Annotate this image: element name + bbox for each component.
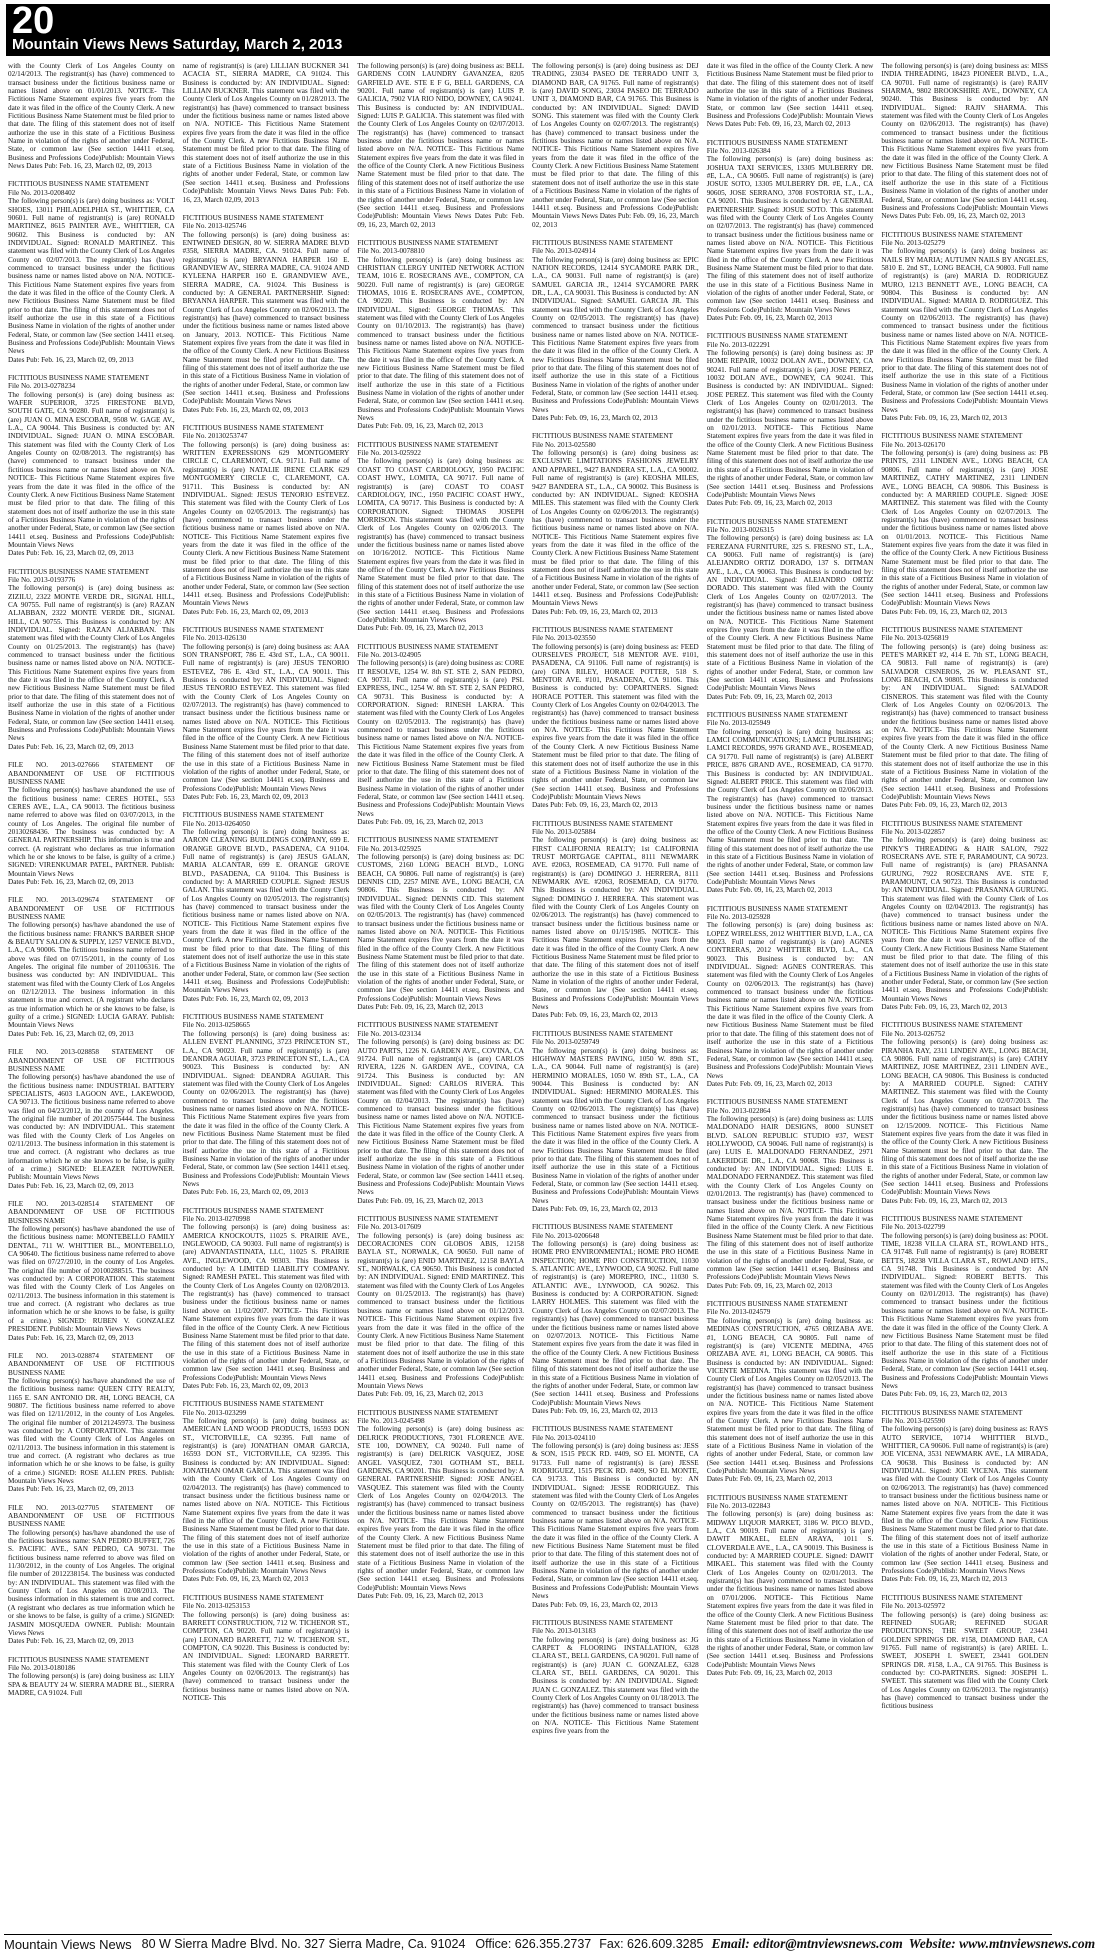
legal-notice	[707, 905, 874, 1089]
notice-column	[183, 62, 350, 1932]
notice-title: FICTITIOUS BUSINESS NAME STATEMENT	[881, 230, 1023, 239]
notice-title: FICTITIOUS BUSINESS NAME STATEMENT	[532, 432, 673, 441]
notice-publication-dates: Dates Pub: Feb. 09, 16, 23, March 02, 2013	[706, 1079, 833, 1088]
notice-file-number: File No. 2013-0253153	[182, 1602, 250, 1611]
notice-body: The following person(s) is (are) doing business as: DC CUSTOMS, 2160 LONG BEACH BLVD., LONG BEACH, CA 90806. Full name of registrant(s) is (are) DENNIS CID, 2257 MINE AVE., LONG BEACH, CA 90806. This Business is conducted by: AN INDIVIDUAL. Signed: DENNIS CID. This statement was filed with the County Clerk of Los Angeles County on 02/05/2013. The registrant(s) has (have) commenced to transact business under the fictitious business name or names listed above on N/A. NOTICE- This Fictitious Name Statement expires five years from the date it was filed in the office of the County Clerk. A new Fictitious Business Name Statement must be filed prior to that date. The filing of this statement does not of itself authorize the use in this state of a Fictitious Business Name in violation of the rights of another under Federal, State, or common law (See section 14411 et.seq. Business and Professions Code)Publish: Mountain Views News	[357, 852, 525, 1003]
notice-title: FICTITIOUS BUSINESS NAME STATEMENT	[8, 374, 149, 383]
notice-title: FICTITIOUS BUSINESS NAME STATEMENT	[8, 180, 149, 189]
notice-file-number: File No. 2013-0258665	[182, 1021, 250, 1030]
legal-notice	[8, 1656, 175, 1698]
notice-body: The following person(s) is (are) doing business as: VOLT SHOES, 13011 PHILADELPHIA ST., WHITTIER, CA 90601. Full name of registrant(s) is (are) RONALD MARTINEZ, 8615 PAINTER AVE., WHITTIER, CA 90602. This Business is conducted by: AN INDIVIDUAL. Signed: RONALD MARTINEZ. This statement was filed with the County Clerk of Los Angeles County on 02/07/2013. The registrant(s) has (have) commenced to transact business under the fictitious business name or names listed above on N/A. NOTICE- This Fictitious Name Statement expires five years from the date it was filed in the office of the County Clerk. A new Fictitious Business Name Statement must be filed prior to that date. The filing of this statement does not of itself authorize the use in this state of a Fictitious Business Name in violation of the rights of another under Federal, State, or common law (See section 14411 et.seq. Business and Professions Code)Publish: Mountain Views News	[8, 197, 175, 356]
legal-notice	[357, 239, 524, 431]
notice-file-number: File No. 2013-022799	[881, 1223, 946, 1232]
notice-file-number: File No. 2013-0278234	[8, 382, 76, 391]
notice-body: The following person(s) is (are) doing business as: JP HOME REPAIR, 10032 DOLAN AVE., DOWNEY, CA 90241. Full name of registrant(s) is (are) JOSE PEREZ, 10032 DOLAN AVE., DOWNEY, CA 90241. This Business is conducted by: AN INDIVIDUAL. Signed: JOSE PEREZ. This statement was filed with the County Clerk of Los Angeles County on 02/01/2013. The registrant(s) has (have) commenced to transact business under the fictitious business name or names listed above on 02/01/2013. NOTICE- This Fictitious Name Statement expires five years from the date it was filed in the office of the County Clerk. A new Fictitious Business Name Statement must be filed prior to that date. The filing of this statement does not of itself authorize the use in this state of a Fictitious Business Name in violation of the rights of another under Federal, State, or common law (See section 14411 et.seq. Business and Professions Code)Publish: Mountain Views News	[706, 349, 874, 499]
notice-file-number: File No. 2013-0026315	[706, 525, 774, 534]
footer	[4, 1934, 1095, 1953]
notice-body: The following person(s) is (are) doing business as: LAMCI COMMUNICATIONS; LAMCI PUBLISHING; LAMCI RECORDS, 9976 GRAND AVE., ROSEMEAD, CA 91770. Full name of registrant(s) is (are) ALBERT PRICE, 8876 GRAND AVE., ROSEMEAD, CA 91770. This Business is conducted by: AN INDIVIDUAL. Signed: ALBERT PRICE. This statement was filed with the County Clerk of Los Angeles County on 02/06/2013. The registrant(s) has (have) commenced to transact business under the fictitious business name or names listed above on N/A. NOTICE- This Fictitious Name Statement expires five years from the date it was filed in the office of the County Clerk. A new Fictitious Business Name Statement must be filed prior to that date. The filing of this statement does not of itself authorize the use in this state of a Fictitious Business Name in violation of the rights of another under Federal, State, or common law (See section 14411 et.seq. Business and Professions Code)Publish: Mountain Views News	[706, 727, 874, 886]
legal-notice	[8, 1352, 175, 1494]
notice-file-number: File No. 2013-0245498	[357, 1416, 425, 1425]
notice-title: FICTITIOUS BUSINESS NAME STATEMENT	[881, 1021, 1023, 1030]
legal-notice	[183, 811, 350, 1003]
notice-title: FILE NO. 2013-028858 STATEMENT OF ABANDONMENT OF USE OF FICTITIOUS BUSINESS NAME	[8, 1048, 175, 1073]
legal-notice	[881, 432, 1048, 616]
notice-title: FICTITIOUS BUSINESS NAME STATEMENT	[881, 1408, 1023, 1417]
notice-file-number: File No. 2013-0193776	[8, 575, 76, 584]
notice-publication-dates: Dates Pub: Feb. 09, 16, 23, March 02, 2013	[357, 624, 483, 633]
notice-file-number: File No. 2013-025922	[357, 449, 422, 458]
notice-publication-dates: Dates Pub: Feb. 09, 16, 23, March 02, 2013	[532, 1406, 658, 1415]
legal-notice	[532, 1425, 699, 1609]
notice-publication-dates: Dates Pub: Feb. 09, 16, 23, March 02, 2013	[357, 1592, 483, 1601]
legal-notice	[8, 1200, 175, 1342]
notice-publication-dates: Dates Pub: Feb. 16, 23, March 02, 09, 2013	[8, 742, 134, 751]
notice-body: The following person(s) is (are) doing business as: NAILS BY MARIA; AUTUMN NAILS BY ANGELES, 5810 E. 2nd ST., LONG BEACH, CA 90803. Full name of registrant(s) is (are) MARIA D. RODRIGUEZ MURO, 1213 BENNETT AVE., LONG BEACH, CA 90804. This Business is conducted by: AN INDIVIDUAL. Signed: MARIA D. RODRIGUEZ. This statement was filed with the County Clerk of Los Angeles County on 02/06/2013. The registrant(s) has (have) commenced to transact business under the fictitious business name or names listed above on N/A. NOTICE- This Fictitious Name Statement expires five years from the date it was filed in the office of the County Clerk. A new Fictitious Business Name Statement must be filed prior to that date. The filing of this statement does not of itself authorize the use in this state of a Fictitious Business Name in violation of the rights of another under Federal, State, or common law (See section 14411 et.seq. Business and Professions Code)Publish: Mountain Views News	[881, 247, 1049, 414]
publication-date-line: Mountain Views News Saturday, March 2, 2013	[12, 36, 343, 53]
legal-notice	[881, 1409, 1048, 1584]
notice-body: The following person(s) is (are) doing business as: JG CARPET & FLOORING INSTALLATION, 6328 CLARA ST., BELL GARDENS, CA 90201. Full name of registrant(s) is (are) JUAN C. GONZALEZ, 6328 CLARA ST., BELL GARDENS, CA 90201. This Business is conducted by: AN INDIVIDUAL. Signed: JUAN C. GONZALEZ. This statement was filed with the County Clerk of Los Angeles County on 01/18/2013. The registrant(s) has (have) commenced to transact business under the fictitious business name or names listed above on N/A. NOTICE- This Fictitious Name Statement expires five years from the	[532, 1635, 699, 1736]
legal-notice	[532, 432, 699, 616]
notice-file-number: File No. 2013-025972	[881, 1602, 946, 1611]
notice-body: The following person(s) is (are) doing business as: LUIS MALDONADO HAIR DESIGNS, 8000 SUNSET BLVD. SALON REPUBLIC STUDIO #37, WEST HOLLYWOOD, CA 90046. Full name of registrant(s) is (are) LUIS E. MALDONADO FERNANDEZ, 2971 LAKERIDGE DR., L.A., CA 90068. This Business is conducted by: AN INDIVIDUAL. Signed: LUIS E. MALDONADO FERNANDEZ. This statement was filed with the County Clerk of Los Angeles County on 02/01/2013. The registrant(s) has (have) commenced to transact business under the fictitious business name or names listed above on N/A. NOTICE- This Fictitious Name Statement expires five years from the date it was filed in the office of the County Clerk. A new Fictitious Business Name Statement must be filed prior to that date. The filing of this statement does not of itself authorize the use in this state of a Fictitious Business Name in violation of the rights of another under Federal, State, or common law (See section 14411 et.seq. Business and Professions Code)Publish: Mountain Views News	[706, 1114, 874, 1282]
notice-title: FICTITIOUS BUSINESS NAME STATEMENT	[532, 1618, 673, 1627]
notice-title: FICTITIOUS BUSINESS NAME STATEMENT	[532, 1425, 673, 1434]
notice-publication-dates: Dates Pub: Feb. 09, 16, 23, March 02, 2013	[357, 1003, 483, 1012]
notice-body: The following person(s) is (are) doing business as: HIGHWAY MASTERS PAVING, 1050 W. 89th ST., L.A., CA 90044. Full name of registrant(s) is (are) HERMINIO MORALES, 1050 W. 89th ST., L.A., CA 90044. This Business is conducted by: AN INDIVIDUAL. Signed: HERMINIO MORALES. This statement was filed with the County Clerk of Los Angeles County on 02/06/2013. The registrant(s) has (have) commenced to transact business under the fictitious business name or names listed above on N/A. NOTICE- This Fictitious Name Statement expires five years from the date it was filed in the office of the County Clerk. A new Fictitious Business Name Statement must be filed prior to that date. The filing of this statement does not of itself authorize the use in this state of a Fictitious Business Name in violation of the rights of another under Federal, State, or common law (See section 14411 et.seq. Business and Professions Code)Publish: Mountain Views News	[532, 1046, 699, 1205]
notice-body: The following person(s) is (are) doing business as: LILY SPA & BEAUTY 24 W. SIERRA MADRE BL., SIERRA MADRE, CA 91024. Full	[8, 1672, 175, 1697]
notice-body: The following person(s) is (are) doing business as: JOSHUA TAXI SERVICES, 13305 MULBERRY DR. #E, L.A., CA 90605. Full name of registrant(s) is (are) JOSUE SOTO, 13305 MULBERRY DR. #E, L.A., CA 90605, JOSE SERRANO, 3708 FOSTORIA ST., L.A., CA 90201. This Business is conducted by: A GENERAL PARTNERSHIP. Signed: JOSUE SOTO. This statement was filed with the County Clerk of Los Angeles County on 02/07/2013. The registrant(s) has (have) commenced to transact business under the fictitious business name or names listed above on N/A. NOTICE- This Fictitious Name Statement expires five years from the date it was filed in the office of the County Clerk. A new Fictitious Business Name Statement must be filed prior to that date. The filing of this statement does not of itself authorize the use in this state of a Fictitious Business Name in violation of the rights of another under Federal, State, or common law (See section 14411 et.seq. Business and Professions Code)Publish: Mountain Views News	[706, 155, 874, 314]
notice-title: FICTITIOUS BUSINESS NAME STATEMENT	[706, 1300, 848, 1309]
notice-title: FICTITIOUS BUSINESS NAME STATEMENT	[182, 1593, 324, 1602]
notice-publication-dates: Dates Pub: Feb. 09, 16, 23, March 02, 2013	[532, 1205, 658, 1214]
notice-file-number: File No. 20130253747	[182, 432, 248, 441]
footer-address: 80 W Sierra Madre Blvd. No. 327 Sierra Madre, Ca. 91024	[141, 1937, 466, 1951]
legal-notice	[881, 1021, 1048, 1205]
notice-body: The following person(s) is (are) doing business as: CORE IT RESOLVE, 1254 W. 8th ST. STE 2, SAN PEDRO, CA 90731. Full name of registrant(s) is (are) PSL EXPRESS, INC., 1254 W. 8th ST. STE 2, SAN PEDRO, CA 90731. This Business is conducted by: A CORPORATION. Signed: RINESH LAKRA. This statement was filed with the County Clerk of Los Angeles County on 02/05/2013. The registrant(s) has (have) commenced to transact business under the fictitious business name or names listed above on N/A. NOTICE- This Fictitious Name Statement expires five years from the date it was filed in the office of the County Clerk. A new Fictitious Business Name Statement must be filed prior to that date. The filing of this statement does not of itself authorize the use in this state of a Fictitious Business Name in violation of the rights of another under Federal, State, or common law (See section 14411 et.seq. Business and Professions Code)Publish: Mountain Views News	[357, 659, 525, 818]
notice-body: The following person(s) has/have abandoned the use of the fictitious business name: QUEEN CITY REALTY, 1165 E. SAN ANTONIO DR. #H, LONG BEACH, CA 90807. The fictitious business name referred to above was filed on 12/11/2012, in the county of Los Angeles. The original file number of 20121245973. The business was conducted by: A CORPORATION. This statement was filed with the County Clerk of Los Angeles on 02/11/2013. The business information in this statement is true and correct. (A registrant who declares as true information which he or she knows to be false, is guilty of a crime.) SIGNED: ROSE ALLEN PRES. Publish: Mountain Views News	[8, 1376, 175, 1485]
notice-publication-dates: Dates Pub: Feb. 09, 16, 23, March 02, 2013	[706, 886, 833, 895]
notice-title: FICTITIOUS BUSINESS NAME STATEMENT	[8, 567, 149, 576]
legal-notice	[8, 1504, 175, 1646]
notice-body: The following person(s) is (are) doing business as: COAST TO COAST CARDIOLOGY, 1950 PACIFIC COAST HWY., LOMITA, CA 90717. Full name of registrant(s) is (are) COAST TO COAST CARDIOLOGY, INC., 1950 PACIFIC COAST HWY., LOMITA, CA 90717. This Business is conducted by: A CORPORATION. Signed: THOMAS JOSEPH MORRISON. This statement was filed with the County Clerk of Los Angeles County on 02/06/2013. The registrant(s) has (have) commenced to transact business under the fictitious business name or names listed above on 10/16/2012. NOTICE- This Fictitious Name Statement expires five years from the date it was filed in the office of the County Clerk. A new Fictitious Business Name Statement must be filed prior to that date. The filing of this statement does not of itself authorize the use in this state of a Fictitious Business Name in violation of the rights of another under Federal, State, or common law (See section 14411 et.seq. Business and Professions Code)Publish: Mountain Views News	[357, 457, 525, 624]
notice-file-number: File No. 2013-022857	[881, 827, 946, 836]
legal-notice	[183, 424, 350, 616]
notice-publication-dates: Dates Pub: Feb. 09, 16, 23, March 02, 2013	[881, 1003, 1007, 1012]
notice-publication-dates: Dates Pub: Feb. 16, 23, March 02, 09, 2013	[182, 792, 309, 801]
notice-publication-dates: Dates Pub: Feb. 16, 23, March 02, 09, 2013	[182, 1381, 309, 1390]
notice-publication-dates: Dates Pub: Feb. 09, 16, 23, March 02, 2013	[881, 1575, 1007, 1584]
notice-publication-dates: Dates Pub: Feb. 09, 16, 23, March 02, 2013	[706, 313, 833, 322]
legal-notice	[357, 643, 524, 827]
notice-body: The following person(s) has/have abandoned the use of the fictitious business name: MONTEBELLO FAMILY DENTAL, 711 W. WHITTIER BL., MONTEBELLO, CA 90640. The fictitious business name referred to above was filed on 07/27/2010, in the county of Los Angeles. The original file number of 20100288515. The business was conducted by: A CORPORATION. This statement was filed with the County Clerk of Los Angeles on 02/11/2013. The business information in this statement is true and correct. (A registrant who declares as true information which he or she knows to be false, is guilty of a crime.) SIGNED: RUBEN V. GONZALEZ PRESIDENT. Publish: Mountain Views News	[8, 1225, 175, 1334]
notice-title: FICTITIOUS BUSINESS NAME STATEMENT	[881, 1215, 1023, 1224]
footer-website[interactable]: Website: www.mtnviewsnews.com	[908, 1936, 1095, 1951]
notice-body: The following person(s) is (are) doing business as: PETE'S MARKET #2, 414 E. 7th ST., LONG BEACH, CA 90813. Full name of registrant(s) is (are) SALVADOR CISNEROS, 26 W. PLEASANT ST., LONG BEACH, CA 90805. This Business is conducted by: AN INDIVIDUAL. Signed: SALVADOR CISNEROS. This statement was filed with the County Clerk of Los Angeles County on 02/06/2013. The registrant(s) has (have) commenced to transact business under the fictitious business name or names listed above on N/A. NOTICE- This Fictitious Name Statement expires five years from the date it was filed in the office of the County Clerk. A new Fictitious Business Name Statement must be filed prior to that date. The filing of this statement does not of itself authorize the use in this state of a Fictitious Business Name in violation of the rights of another under Federal, State, or common law (See section 14411 et.seq. Business and Professions Code)Publish: Mountain Views News	[881, 642, 1049, 801]
notice-body: The following person(s) is (are) doing business as: AMERICA KNOCKOUTS, 11025 S. PRAIRIE AVE., INGLEWOOD, CA 90303. Full name of registrant(s) is (are) ADVANTASTINATA, LLC, 11025 S. PRAIRIE AVE., INGLEWOOD, CA 90303. This Business is conducted by: A LIMITED LIABILITY COMPANY. Signed: RAMESH PATEL. This statement was filed with the County Clerk of Los Angeles County on 02/08/2013. The registrant(s) has (have) commenced to transact business under the fictitious business name or names listed above on 11/02/2007. NOTICE- This Fictitious Name Statement expires five years from the date it was filed in the office of the County Clerk. A new Fictitious Business Name Statement must be filed prior to that date. The filing of this statement does not of itself authorize the use in this state of a Fictitious Business Name in violation of the rights of another under Federal, State, or common law (See section 14411 et.seq. Business and Professions Code)Publish: Mountain Views News	[182, 1223, 350, 1382]
notice-body: The following person(s) is (are) doing business as: AARON CLEANING BUILDINGS COMPANY, 699 E. ORANGE GROVE BLVD., PASADENA, CA 91104. Full name of registrant(s) is (are) JESUS GALAN, MARIA ALCANTAR, 699 E. ORANGE GROVE BLVD., PASADENA, CA 91104. This Business is conducted by: A MARRIED COUPLE. Signed: JESUS GALAN. This statement was filed with the County Clerk of Los Angeles County on 02/05/2013. The registrant(s) has (have) commenced to transact business under the fictitious business name or names listed above on N/A. NOTICE- This Fictitious Name Statement expires five years from the date it was filed in the office of the County Clerk. A new Fictitious Business Name Statement must be filed prior to that date. The filing of this statement does not of itself authorize the use in this state of a Fictitious Business Name in violation of the rights of another under Federal, State, or common law (See section 14411 et.seq. Business and Professions Code)Publish: Mountain Views News	[182, 827, 350, 995]
notice-file-number: File No. 2013-025884	[532, 827, 596, 836]
notice-publication-dates: Dates Pub: Feb. 09, 16, 23, March 02, 2013	[357, 422, 483, 431]
notice-title: FICTITIOUS BUSINESS NAME STATEMENT	[706, 517, 848, 526]
notice-title: FICTITIOUS BUSINESS NAME STATEMENT	[532, 1223, 673, 1232]
notice-file-number: File No. 2013-025928	[706, 913, 771, 921]
notice-file-number: File No. 2013-017609	[357, 1223, 422, 1232]
notice-body: The following person(s) is (are) doing business as: FIRST CALIFORNIA REALTY; 1st CALIFORNIA TRUST MORTGAGE CAPITAL, 8111 NEWMARK AVE. #2063, ROSEMEAD, CA 91770. Full name of registrant(s) is (are) DOMINGO J. HERRERA, 8111 NEWMARK AVE. #2063, ROSEMEAD, CA 91770. This Business is conducted by: AN INDIVIDUAL. Signed: DOMINGO J. HERRERA. This statement was filed with the County Clerk of Los Angeles County on 02/06/2013. The registrant(s) has (have) commenced to transact business under the fictitious business name or names listed above on 01/15/1985. NOTICE- This Fictitious Name Statement expires five years from the date it was filed in the office of the County Clerk. A new Fictitious Business Name Statement must be filed prior to that date. The filing of this statement does not of itself authorize the use in this state of a Fictitious Business Name in violation of the rights of another under Federal, State, or common law (See section 14411 et.seq. Business and Professions Code)Publish: Mountain Views News	[532, 836, 699, 1012]
notice-file-number: File No. 2013-023299	[182, 1408, 247, 1417]
notice-file-number: File No. 2013-0208402	[8, 188, 76, 197]
notice-file-number: File No. 2013-022864	[706, 1106, 771, 1115]
legal-notice	[532, 1619, 699, 1736]
notice-file-number: File No. 2013-0078810	[357, 247, 425, 256]
notice-body: The following person(s) is (are) doing business as: PB PRINTS, 2311 LINDEN AVE., LONG BEACH, CA 90806. Full name of registrant(s) is (are) JOSE MARTINEZ, CATHY MARTINEZ, 2311 LINDEN AVE., LONG BEACH, CA 90806. This Business is conducted by: A MARRIED COUPLE. Signed: JOSE MARTINEZ. This statement was filed with the County Clerk of Los Angeles County on 02/07/2013. The registrant(s) has (have) commenced to transact business under the fictitious business name or names listed above on 01/01/2013. NOTICE- This Fictitious Name Statement expires five years from the date it was filed in the office of the County Clerk. A new Fictitious Business Name Statement must be filed prior to that date. The filing of this statement does not of itself authorize the use in this state of a Fictitious Business Name in violation of the rights of another under Federal, State, or common law (See section 14411 et.seq. Business and Professions Code)Publish: Mountain Views News	[881, 449, 1049, 608]
notice-title: FICTITIOUS BUSINESS NAME STATEMENT	[706, 138, 848, 147]
notice-body: The following person(s) is (are) doing business as: REFINED SUGAR; REFINED SUGAR PRODUCTIONS; THE SWEET GROUP, 23441 GOLDEN SPRINGS DR. #158, DIAMOND BAR, CA 91765. Full name of registrant(s) is (are) ARIEL L. SWEET, JOSEPH I. SWEET, 23441 GOLDEN SPRINGS DR. #158, L.A., CA 91765. This Business is conducted by: CO-PARTNERS. Signed: JOSEPH L. SWEET. This statement was filed with the County Clerk of Los Angeles County on 02/06/2013. The registrant(s) has (have) commenced to transact business under the fictitious business	[881, 1610, 1049, 1711]
legal-notice	[183, 1594, 350, 1702]
notice-publication-dates: Dates Pub: Feb. 09, 16, 23, March 02, 2013	[357, 817, 483, 826]
legal-notice	[183, 1400, 350, 1584]
legal-notice	[8, 761, 175, 886]
notice-file-number: File No. 2013-013183	[532, 1627, 596, 1636]
legal-notice	[881, 231, 1048, 423]
notice-title: FICTITIOUS BUSINESS NAME STATEMENT	[357, 642, 499, 651]
notice-title: FICTITIOUS BUSINESS NAME STATEMENT	[357, 238, 499, 247]
legal-notice	[357, 836, 524, 1011]
notice-file-number: File No. 2013-0256819	[881, 634, 949, 643]
notice-body: The following person(s) is (are) doing business as: JESS & SON, 1515 PECK RD. #409, SO EL MONTE, CA 91733. Full name of registrant(s) is (are) JESSE RODRIGUEZ, 1515 PECK RD. #409, SO EL MONTE, CA 91733. This Business is conducted by: AN INDIVIDUAL. Signed: JESSE RODRIGUEZ. This statement was filed with the County Clerk of Los Angeles County on 02/05/2013. The registrant(s) has (have) commenced to transact business under the fictitious business name or names listed above on N/A. NOTICE- This Fictitious Name Statement expires five years from the date it was filed in the office of the County Clerk. A new Fictitious Business Name Statement must be filed prior to that date. The filing of this statement does not of itself authorize the use in this state of a Fictitious Business Name in violation of the rights of another under Federal, State, or common law (See section 14411 et.seq. Business and Professions Code)Publish: Mountain Views News	[532, 1441, 699, 1601]
legal-notice	[357, 441, 524, 633]
notice-publication-dates: Dates Pub: Feb. 09, 16, 23, March 02, 2013	[881, 607, 1007, 616]
notice-file-number: File No. 2013-026130	[182, 634, 247, 643]
notice-body: The following person(s) is (are) doing business as: AAA SON TRANSPORT, 786 E. 43rd ST., L.A., CA 90011. Full name of registrant(s) is (are) JESUS TENORIO ESTEVEZ, 786 E. 43rd ST., L.A., CA 90011. This Business is conducted by: AN INDIVIDUAL. Signed: JESUS TENORIO ESTEVEZ. This statement was filed with the County Clerk of Los Angeles County on 02/07/2013. The registrant(s) has (have) commenced to transact business under the fictitious business name or names listed above on N/A. NOTICE- This Fictitious Name Statement expires five years from the date it was filed in the office of the County Clerk. A new Fictitious Business Name Statement must be filed prior to that date. The filing of this statement does not of itself authorize the use in this state of a Fictitious Business Name in violation of the rights of another under Federal, State, or common law (See section 14411 et.seq. Business and Professions Code)Publish: Mountain Views News	[182, 642, 350, 793]
notice-column	[707, 62, 874, 1932]
notice-title: FICTITIOUS BUSINESS NAME STATEMENT	[357, 1215, 499, 1224]
legal-notices-columns	[8, 62, 1048, 1932]
notice-title: FICTITIOUS BUSINESS NAME STATEMENT	[182, 811, 324, 820]
notice-title: FICTITIOUS BUSINESS NAME STATEMENT	[357, 1021, 499, 1030]
notice-column	[357, 62, 524, 1932]
notice-publication-dates: Dates Pub: Feb. 09, 16, 23, March 02, 2013	[881, 414, 1007, 423]
legal-notice	[532, 239, 699, 423]
legal-notice	[707, 332, 874, 507]
notice-body: The following person(s) is (are) doing business as: EXCLUSIVE LIMITATIONS FASHIONS JEWELRY AND APPAREL, 9427 BANDERA ST., L.A., CA 90002. Full name of registrant(s) is (are) KEOSHA MILES, 9427 BANDERA ST., L.A., CA 90002. This Business is conducted by: AN INDIVIDUAL. Signed: KEOSHA MILES. This statement was filed with the County Clerk of Los Angeles County on 02/06/2013. The registrant(s) has (have) commenced to transact business under the fictitious business name or names listed above on N/A. NOTICE- This Fictitious Name Statement expires five years from the date it was filed in the office of the County Clerk. A new Fictitious Business Name Statement must be filed prior to that date. The filing of this statement does not of itself authorize the use in this state of a Fictitious Business Name in violation of the rights of another under Federal, State, or common law (See section 14411 et.seq. Business and Professions Code)Publish: Mountain Views News	[532, 449, 699, 608]
notice-continuation: with the County Clerk of Los Angeles County on 02/14/2013. The registrant(s) has (have) commenced to transact business under the fictitious business name or names listed above on 01/01/2013. NOTICE- This Fictitious Name Statement expires five years from the date it was filed in the office of the County Clerk. A new Fictitious Business Name Statement must be filed prior to that date. The filing of this statement does not of itself authorize the use in this state of a Fictitious Business Name in violation of the rights of another under Federal, State, or common law (See section 14411 et.seq. Business and Professions Code)Publish: Mountain Views News Dates Pub: Feb. 16, 23, March 02, 09, 2013	[8, 62, 175, 171]
notice-title: FICTITIOUS BUSINESS NAME STATEMENT	[532, 238, 673, 247]
notice-body: The following person(s) is (are) doing business as: BARRETT CONSTRUCTION, 712 W. TICHENOR ST., COMPTON, CA 90220. Full name of registrant(s) is (are) LEONARD BARRETT, 712 W. TICHENOR ST., COMPTON, CA 90220. This Business is conducted by: AN INDIVIDUAL. Signed: LEONARD BARRETT. This statement was filed with the County Clerk of Los Angeles County on 02/06/2013. The registrant(s) has (have) commenced to transact business under the fictitious business name or names listed above on N/A. NOTICE- This	[182, 1610, 350, 1702]
footer-fax: Fax: 626.609.3285	[599, 1937, 704, 1951]
notice-publication-dates: Dates Pub: Feb. 09, 16, 23, March 02, 2013	[881, 801, 1007, 810]
notice-body: The following person(s) is (are) doing business as: LOPEZ WIRELESS, 2012 WHITTIER BLVD, L.A., CA 90023. Full name of registrant(s) is (are) AGNES CONTRERAS, 2012 WHITTIER BLVD, L.A., CA 90023. This Business is conducted by: AN INDIVIDUAL. Signed: AGNES CONTRERAS. This statement was filed with the County Clerk of Los Angeles County on 02/06/2013. The registrant(s) has (have) commenced to transact business under the fictitious business name or names listed above on N/A. NOTICE- This Fictitious Name Statement expires five years from the date it was filed in the office of the County Clerk. A new Fictitious Business Name Statement must be filed prior to that date. The filing of this statement does not of itself authorize the use in this state of a Fictitious Business Name in violation of the rights of another under Federal, State, or common law (See section 14411 et.seq. Business and Professions Code)Publish: Mountain Views News	[706, 921, 874, 1080]
legal-notice	[707, 1300, 874, 1484]
notice-continuation: name of registrant(s) is (are) LILLIAN BUCKNER 341 ACACIA ST., SIERRA MADRE, CA 91024. This Business is conducted by: AN INDIVIDUAL. Signed: LILLIAN BUCKNER. This statement was filed with the County Clerk of Los Angeles County on 01/28/2013. The registrant(s) has (have) commenced to transact business under the fictitious business name or names listed above on N/A. NOTICE- This Fictitious Name Statement expires five years from the date it was filed in the office of the County Clerk. A new Fictitious Business Name Statement must be filed prior to that date. The filing of this statement does not of itself authorize the use in this state of a Fictitious Business Name in violation of the rights of another under Federal, State, or common law (See section 14411 et.seq. Business and Professions Code)Publish: Mountain Views News Dates Pub: Feb. 16, 23, March 02,09, 2013	[182, 62, 350, 204]
notice-publication-dates: Dates Pub: Feb. 16, 23, March 02, 09, 2013	[8, 1029, 134, 1038]
notice-publication-dates: Dates Pub: Feb. 09, 16, 23, March 02, 2013	[706, 1281, 833, 1290]
legal-notice	[357, 1021, 524, 1205]
notice-publication-dates: Dates Pub: Feb. 09, 16, 23, March 02, 2013	[881, 1196, 1007, 1205]
notice-body: The following person(s) has/have abandoned the use of the fictitious business name: FRANK'S BARBER SHOP & BEAUTY SALON & SUPPLY, 1257 VENICE BLVD., L.A., CA 90006. The fictitious business name referred to above was filed on 07/15/2011, in the county of Los Angeles. The original file number of 201106316. The business was conducted by: AN INDIVIDUAL. This statement was filed with the County Clerk of Los Angeles on 02/12/2013. The business information in this statement is true and correct. (A registrant who declares as true information which he or she knows to be false, is guilty of a crime.) SIGNED: LUCIA GARAY. Publish: Mountain Views News	[8, 921, 175, 1030]
notice-column	[8, 62, 175, 1932]
notice-file-number: File No. 2013-025746	[182, 222, 247, 231]
notice-file-number: File No. 2013-023550	[532, 634, 596, 643]
notice-publication-dates: Dates Pub: Feb. 09, 16, 23, March 02, 2013	[532, 801, 658, 810]
notice-title: FILE NO. 2013-027705 STATEMENT OF ABANDONMENT OF USE OF FICTITIOUS BUSINESS NAME	[8, 1503, 175, 1529]
notice-body: The following person(s) is (are) doing business as: ALLEN EVENT PLANNING, 3723 PRINCETON ST., L.A., CA 90023. Full name of registrant(s) is (are) DEANDRA AGUIAR, 3723 PRINCETON ST., L.A., CA 90023. This Business is conducted by: AN INDIVIDUAL. Signed: DEANDRA AGUIAR. This statement was filed with the County Clerk of Los Angeles County on 02/06/2013. The registrant(s) has (have) commenced to transact business under the fictitious business name or names listed above on N/A. NOTICE- This Fictitious Name Statement expires five years from the date it was filed in the office of the County Clerk. A new Fictitious Business Name Statement must be filed prior to that date. The filing of this statement does not of itself authorize the use in this state of a Fictitious Business Name in violation of the rights of another under Federal, State, or common law (See section 14411 et.seq. Business and Professions Code)Publish: Mountain Views News	[182, 1029, 350, 1188]
notice-publication-dates: Dates Pub: Feb. 16, 23, March 02, 09, 2013	[8, 877, 134, 886]
notice-publication-dates: Dates Pub: Feb. 16, 23, March 02, 09, 2013	[8, 549, 134, 558]
legal-notice	[8, 568, 175, 752]
notice-body: The following person(s) is (are) doing business as: HOME PRO ENVIRONMENTAL; HOME PRO HOME INSPECTION; HOME PRO CONSTRUCTION, 11030 S. ATLANTIC AVE., LYNWOOD, CA 90262. Full name of registrant(s) is (are) MOREPRO, INC., 11030 S. ATLANTIC AVE., LYNWOOD, CA 90262. This Business is conducted by: A CORPORATION. Signed: LARRY HOLMES. This statement was filed with the County Clerk of Los Angeles County on 02/07/2013. The registrant(s) has (have) commenced to transact business under the fictitious business name or names listed above on 02/07/2013. NOTICE- This Fictitious Name Statement expires five years from the date it was filed in the office of the County Clerk. A new Fictitious Business Name Statement must be filed prior to that date. The filing of this statement does not of itself authorize the use in this state of a Fictitious Business Name in violation of the rights of another under Federal, State, or common law (See section 14411 et.seq. Business and Professions Code)Publish: Mountain Views News	[532, 1240, 699, 1407]
notice-column	[532, 62, 699, 1932]
notice-body: The following person(s) has/have abandoned the use of the fictitious business name: CERES HOTEL, 553 CERES AVE., L.A., CA 90013. The fictitious business name referred to above was filed on 03/07/2013, in the county of Los Angeles. The original file number of 20130268436. The business was conducted by: A GENERAL PARTNERSHIP. This information is true and correct. (A registrant who declares as true information which he or she knows to be false, is guilty of a crime.) SIGNED: VIRENKUMAR PATEL, PARTNER. Publish: Mountain Views News	[8, 786, 175, 878]
page-number: 20	[12, 0, 55, 42]
footer-publication: Mountain Views News	[4, 1936, 132, 1952]
notice-body: The following person(s) is (are) doing business as: PIRANHA RAY, 2311 LINDEN AVE., LONG BEACH, CA 90806. Full name of registrant(s) is (are) CATHY MARTINEZ, JOSE MARTINEZ, 2311 LINDEN AVE., LONG BEACH, CA 90806. This Business is conducted by: A MARRIED COUPLE. Signed: CATHY MARTINEZ. This statement was filed with the County Clerk of Los Angeles County on 02/07/2013. The registrant(s) has (have) commenced to transact business under the fictitious business name or names listed above on 12/15/2009. NOTICE- This Fictitious Name Statement expires five years from the date it was filed in the office of the County Clerk. A new Fictitious Business Name Statement must be filed prior to that date. The filing of this statement does not of itself authorize the use in this state of a Fictitious Business Name in violation of the rights of another under Federal, State, or common law (See section 14411 et.seq. Business and Professions Code)Publish: Mountain Views News	[881, 1038, 1049, 1197]
notice-file-number: File No. 2013-0206648	[532, 1231, 600, 1240]
notice-title: FICTITIOUS BUSINESS NAME STATEMENT	[706, 1098, 848, 1107]
notice-continuation: The following person(s) is (are) doing business as: DEJ TRADING, 23034 PASEO DE TERRADO UNIT 3, DIAMOND BAR, CA 91765. Full name of registrant(s) is (are) DAVID SONG, 23034 PASEO DE TERRADO UNIT 3, DIAMOND BAR, CA 91765. This Business is conducted by: AN INDIVIDUAL. Signed: DAVID SONG. This statement was filed with the County Clerk of Los Angeles County on 02/07/2013. The registrant(s) has (have) commenced to transact business under the fictitious business name or names listed above on N/A. NOTICE- This Fictitious Name Statement expires five years from the date it was filed in the office of the County Clerk. A new Fictitious Business Name Statement must be filed prior to that date. The filing of this statement does not of itself authorize the use in this state of a Fictitious Business Name in violation of the rights of another under Federal, State, or common law (See section 14411 et.seq. Business and Professions Code)Publish: Mountain Views News Dates Pub: Feb. 09, 16, 23, March 02, 2013	[532, 62, 699, 229]
notice-title: FICTITIOUS BUSINESS NAME STATEMENT	[357, 836, 499, 845]
notice-title: FICTITIOUS BUSINESS NAME STATEMENT	[706, 1493, 848, 1502]
legal-notice	[183, 1207, 350, 1391]
notice-title: FICTITIOUS BUSINESS NAME STATEMENT	[8, 1655, 149, 1664]
notice-file-number: File No. 2013-025279	[881, 238, 946, 247]
notice-publication-dates: Dates Pub: Feb. 16, 23, March 02, 09, 2013	[182, 405, 309, 414]
notice-title: FILE NO. 2013-029674 STATEMENT OF ABANDONMENT OF USE OF FICTITIOUS BUSINESS NAME	[8, 896, 175, 921]
notice-publication-dates: Dates Pub: Feb. 16, 23, March 02, 09, 2013	[8, 1637, 134, 1646]
legal-notice	[8, 896, 175, 1038]
notice-publication-dates: Dates Pub: Feb. 16, 23, March 02, 09, 2013	[182, 1188, 309, 1197]
legal-notice	[8, 180, 175, 364]
notice-body: The following person(s) is (are) doing business as: ZIZILU, 2322 MONTE VERDE DR., SIGNAL HILL, CA 90755. Full name of registrant(s) is (are) RAZAN ALJABBAN, 2322 MONTE VERDE DR., SIGNAL HILL, CA 90755. This Business is conducted by: AN INDIVIDUAL. Signed: RAZAN ALJABBAN. This statement was filed with the County Clerk of Los Angeles County on 01/25/2013. The registrant(s) has (have) commenced to transact business under the fictitious business name or names listed above on N/A. NOTICE- This Fictitious Name Statement expires five years from the date it was filed in the office of the County Clerk. A new Fictitious Business Name Statement must be filed prior to that date. The filing of this statement does not of itself authorize the use in this state of a Fictitious Business Name in violation of the rights of another under Federal, State, or common law (See section 14411 et.seq. Business and Professions Code)Publish: Mountain Views News	[8, 584, 175, 743]
notice-file-number: File No. 2013-024914	[532, 247, 596, 256]
notice-title: FILE NO. 2013-028514 STATEMENT OF ABANDONMENT OF USE OF FICTITIOUS BUSINESS NAME	[8, 1200, 175, 1225]
notice-body: The following person(s) is (are) doing business as: EPIC NATION RECORDS, 12414 SYCAMORE PARK DR., L.A., CA 90031. Full name of registrant(s) is (are) SAMUEL GARCIA JR., 12414 SYCAMORE PARK DR., L.A., CA 90031. This Business is conducted by: AN INDIVIDUAL. Signed: SAMUEL GARCIA JR. This statement was filed with the County Clerk of Los Angeles County on 02/05/2013. The registrant(s) has (have) commenced to transact business under the fictitious business name or names listed above on N/A. NOTICE- This Fictitious Name Statement expires five years from the date it was filed in the office of the County Clerk. A new Fictitious Business Name Statement must be filed prior to that date. The filing of this statement does not of itself authorize the use in this state of a Fictitious Business Name in violation of the rights of another under Federal, State, or common law (See section 14411 et.seq. Business and Professions Code)Publish: Mountain Views News	[532, 255, 699, 414]
notice-publication-dates: Dates Pub: Feb. 09, 16, 23, March 02, 2013	[706, 499, 833, 508]
notice-file-number: File No. 2013-0270998	[182, 1215, 250, 1224]
notice-title: FICTITIOUS BUSINESS NAME STATEMENT	[706, 711, 848, 720]
notice-publication-dates: Dates Pub: Feb. 09, 16, 23, March 02, 2013	[357, 1196, 483, 1205]
notice-publication-dates: Dates Pub: Feb. 16, 23, March 02, 09, 2013	[8, 355, 134, 364]
notice-title: FICTITIOUS BUSINESS NAME STATEMENT	[182, 213, 324, 222]
notice-publication-dates: Dates Pub: Feb. 09, 16, 23, March 02, 2013	[532, 1011, 658, 1020]
legal-notice	[881, 1594, 1048, 1711]
notice-file-number: File No. 2013-026384	[706, 147, 771, 156]
notice-continuation: The following person(s) is (are) doing business as: MISS INDIA THREADING, 18423 PIONEER BLVD., L.A., CA 90701. Full name of registrant(s) is (are) RAJIV SHARMA, 9802 BROOKSHIRE AVE., DOWNEY, CA 90240. This Business is conducted by: AN INDIVIDUAL. Signed: RAJIV SHARMA. This statement was filed with the County Clerk of Los Angeles County on 02/06/2013. The registrant(s) has (have) commenced to transact business under the fictitious business name or names listed above on N/A. NOTICE- This Fictitious Name Statement expires five years from the date it was filed in the office of the County Clerk. A new Fictitious Business Name Statement must be filed prior to that date. The filing of this statement does not of itself authorize the use in this state of a Fictitious Business Name in violation of the rights of another under Federal, State, or common law (See section 14411 et.seq. Business and Professions Code)Publish: Mountain Views News Dates Pub: Feb. 09, 16, 23, March 02, 2013	[881, 62, 1049, 221]
notice-file-number: File No. 2013-025925	[357, 844, 422, 853]
notice-title: FICTITIOUS BUSINESS NAME STATEMENT	[357, 1408, 499, 1417]
legal-notice	[707, 518, 874, 702]
notice-file-number: File No. 2013-023134	[357, 1029, 422, 1038]
legal-notice	[357, 1409, 524, 1601]
notice-body: The following person(s) has/have abandoned the use of the fictitious business name: INDUSTRIAL BATTERY SPECIALISTS, 4603 LAGOON AVE., LAKEWOOD, CA 90713. The fictitious business name referred to above was filed on 04/23/2012, in the county of Los Angeles. The original file number of 20120575444. The business was conducted by: AN INDIVIDUAL. This statement was filed with the County Clerk of Los Angeles on 02/11/2013. The business information in this statement is true and correct. (A registrant who declares as true information which he or she knows to be false, is guilty of a crime.) SIGNED: ELEAZER NOTOWNER. Publish: Mountain Views News	[8, 1073, 175, 1182]
notice-title: FICTITIOUS BUSINESS NAME STATEMENT	[881, 819, 1023, 828]
notice-body: The following person(s) is (are) doing business as: ENTWINED DESIGN, 80 W. SIERRA MADRE BLVD #358, SIERRA MADRE, CA. 91024. Full name of registrant(s) is (are) BRYANNA HARPER 160 E. GRANDVIEW AV., SIERRA MADRE, CA. 91024 AND KYLEENA HARPER 160 E. GRANDVIEW AVE., SIERRA MADRE, CA. 91024. This Business is conducted by: A GENERAL PARTNERSHIP. Signed: BRYANNA HARPER. This statement was filed with the County Clerk of Los Angeles County on 02/06/2013. The registrant(s) has (have) commenced to transact business under the fictitious business name or names listed above on January, 2013. NOTICE- This Fictitious Name Statement expires five years from the date it was filed in the office of the County Clerk. A new Fictitious Business Name Statement must be filed prior to that date. The filing of this statement does not of itself authorize the use in this state of a Fictitious Business Name in violation of the rights of another under Federal, State, or common law (See section 14411 et.seq. Business and Professions Code)Publish: Mountain Views News	[182, 230, 350, 406]
notice-file-number: File No. 2013-022291	[706, 340, 771, 349]
notice-publication-dates: Dates Pub: Feb. 09, 16, 23, March 02, 2013	[706, 1475, 833, 1484]
notice-file-number: File No. 2013-0259749	[532, 1038, 600, 1047]
footer-email[interactable]: Email: editor@mtnviewsnews.com	[711, 1936, 903, 1951]
notice-title: FICTITIOUS BUSINESS NAME STATEMENT	[881, 1593, 1023, 1602]
notice-title: FILE NO. 2013-027666 STATEMENT OF ABANDONMENT OF USE OF FICTITIOUS BUSINESS NAME	[8, 761, 175, 786]
notice-title: FICTITIOUS BUSINESS NAME STATEMENT	[532, 626, 673, 634]
notice-file-number: File No. 2013-025590	[881, 1416, 946, 1425]
notice-title: FICTITIOUS BUSINESS NAME STATEMENT	[182, 1400, 324, 1409]
notice-publication-dates: Dates Pub: Feb. 16, 23, March 02, 09, 2013	[8, 1181, 134, 1190]
notice-publication-dates: Dates Pub: Feb. 09, 16, 23, March 02, 2013	[532, 1600, 658, 1609]
masthead	[6, 0, 1050, 56]
legal-notice	[707, 1494, 874, 1678]
notice-publication-dates: Dates Pub: Feb. 09, 16, 23, March 02, 2013	[532, 607, 658, 616]
legal-notice	[881, 820, 1048, 1012]
notice-publication-dates: Dates Pub: Feb. 16, 23, March 02, 09, 2013	[182, 994, 309, 1003]
notice-publication-dates: Dates Pub: Feb. 09, 16, 23, March 02, 2013	[706, 1668, 833, 1677]
legal-notice	[183, 1013, 350, 1197]
notice-body: The following person(s) is (are) doing business as: POOL TIME, 18238 VILLA CLARA ST., ROWLAND HTS., CA 91748. Full name of registrant(s) is (are) ROBERT BETTS, 18238 VILLA CLARA ST., ROWLAND HTS., CA 91748. This Business is conducted by: AN INDIVIDUAL. Signed: ROBERT BETTS. This statement was filed with the County Clerk of Los Angeles County on 02/01/2013. The registrant(s) has (have) commenced to transact business under the fictitious business name or names listed above on N/A. NOTICE- This Fictitious Name Statement expires five years from the date it was filed in the office of the County Clerk. A new Fictitious Business Name Statement must be filed prior to that date. The filing of this statement does not of itself authorize the use in this state of a Fictitious Business Name in violation of the rights of another under Federal, State, or common law (See section 14411 et.seq. Business and Professions Code)Publish: Mountain Views News	[881, 1231, 1049, 1390]
notice-body: The following person(s) is (are) doing business as: PINKY'S THREADING & HAIR SALON, 7922 ROSECRANS AVE. STE F, PARAMOUNT, CA 90723. Full name of registrant(s) is (are) PRASANNA GURUNG, 7922 ROSECRANS AVE. STE F, PARAMOUNT, CA 90723. This Business is conducted by: AN INDIVIDUAL. Signed: PRASANNA GURUNG. This statement was filed with the County Clerk of Los Angeles County on 02/04/2013. The registrant(s) has (have) commenced to transact business under the fictitious business name or names listed above on N/A. NOTICE- This Fictitious Name Statement expires five years from the date it was filed in the office of the County Clerk. A new Fictitious Business Name Statement must be filed prior to that date. The filing of this statement does not of itself authorize the use in this state of a Fictitious Business Name in violation of the rights of another under Federal, State, or common law (See section 14411 et.seq. Business and Professions Code)Publish: Mountain Views News	[881, 836, 1049, 1003]
legal-notice	[532, 820, 699, 1020]
notice-publication-dates: Dates Pub: Feb. 09, 16, 23, March 02, 2013	[182, 1575, 309, 1584]
notice-body: The following person(s) has/have abandoned the use of the fictitious business name: SAN PEDRO BUFFET, 726 S. PACIFIC AVE., SAN PEDRO, CA 90731. The fictitious business name referred to above was filed on 11/30/2012, in the county of Los Angeles. The original file number of 2012238154. The business was conducted by: AN INDIVIDUAL. This statement was filed with the County Clerk of Los Angeles on 02/08/2013. The business information in this statement is true and correct. (A registrant who declares as true information which he or she knows to be false, is guilty of a crime.) SIGNED: JASMIN MOSQUEDA OWNER. Publish: Mountain Views News	[8, 1528, 175, 1637]
notice-body: The following person(s) is (are) doing business as: CHRISTIAN CLERGY UNITED NETWORK ACTION TEAM, 1016 E. ROSECRANS AVE., COMPTON, CA 90220. Full name of registrant(s) is (are) GEORGE THOMAS, 1016 E. ROSECRANS AVE., COMPTON, CA 90220. This Business is conducted by: AN INDIVIDUAL. Signed: GEORGE THOMAS. This statement was filed with the County Clerk of Los Angeles County on 01/10/2013. The registrant(s) has (have) commenced to transact business under the fictitious business name or names listed above on N/A. NOTICE- This Fictitious Name Statement expires five years from the date it was filed in the office of the County Clerk. A new Fictitious Business Name Statement must be filed prior to that date. The filing of this statement does not of itself authorize the use in this state of a Fictitious Business Name in violation of the rights of another under Federal, State, or common law (See section 14411 et.seq. Business and Professions Code)Publish: Mountain Views News	[357, 255, 525, 423]
notice-title: FICTITIOUS BUSINESS NAME STATEMENT	[706, 332, 848, 341]
notice-file-number: File No. 2013-024110	[532, 1433, 596, 1442]
legal-notice	[532, 626, 699, 810]
notice-file-number: File No. 2013-025949	[706, 719, 771, 728]
notice-column	[881, 62, 1048, 1932]
legal-notice	[707, 711, 874, 895]
notice-continuation: date it was filed in the office of the County Clerk. A new Fictitious Business Name Statement must be filed prior to that date. The filing of this statement does not of itself authorize the use in this state of a Fictitious Business Name in violation of the rights of another under Federal, State, or common law (See section 14411 et.seq. Business and Professions Code)Publish: Mountain Views News Dates Pub: Feb. 09, 16, 23, March 02, 2013	[706, 62, 874, 129]
notice-file-number: File No. 2013-025580	[532, 440, 596, 449]
legal-notice	[183, 214, 350, 414]
notice-body: The following person(s) is (are) doing business as: FEED OURSELVES PROJECT, 518 MENTOR AVE. #101, PASADENA, CA 91106. Full name of registrant(s) is (are) GINA RILEY, HORACE POTTER, 518 S. MENTOR AVE. #101, PASADENA, CA 91106. This Business is conducted by: COPARTNERS. Signed: HORACE POTTER. This statement was filed with the County Clerk of Los Angeles County on 02/04/2013. The registrant(s) has (have) commenced to transact business under the fictitious business name or names listed above on N/A. NOTICE- This Fictitious Name Statement expires five years from the date it was filed in the office of the County Clerk. A new Fictitious Business Name Statement must be filed prior to that date. The filing of this statement does not of itself authorize the use in this state of a Fictitious Business Name in violation of the rights of another under Federal, State, or common law (See section 14411 et.seq. Business and Professions Code)Publish: Mountain Views News	[532, 642, 699, 801]
notice-file-number: File No. 2013-024905	[357, 651, 422, 660]
legal-notice	[532, 1030, 699, 1214]
notice-file-number: File No. 2013-0264050	[182, 819, 250, 828]
notice-title: FICTITIOUS BUSINESS NAME STATEMENT	[706, 904, 848, 913]
legal-notice	[8, 374, 175, 558]
notice-publication-dates: Dates Pub: Feb. 09, 16, 23, March 02, 2013	[532, 414, 658, 423]
notice-title: FICTITIOUS BUSINESS NAME STATEMENT	[532, 819, 673, 828]
notice-publication-dates: Dates Pub: Feb. 09, 16, 23, March 02, 2013	[706, 692, 833, 701]
legal-notice	[357, 1215, 524, 1399]
notice-publication-dates: Dates Pub: Feb. 16, 23, March 02, 09, 2013	[8, 1333, 134, 1342]
footer-office-phone: Office: 626.355.2737	[475, 1937, 592, 1951]
legal-notice	[881, 626, 1048, 810]
notice-file-number: File No. 2013-022843	[706, 1502, 771, 1511]
notice-file-number: File No. 2013-026752	[881, 1029, 946, 1038]
notice-body: The following person(s) is (are) doing business as: LA FEREZANA FURNITURE, 325 S. FRESNO ST., L.A., CA 90063. Full name of registrant(s) is (are) ALEJANDRO ORTIZ DORADO, 137 S. DITMAN AVE., L.A., CA 90063. This Business is conducted by: AN INDIVIDUAL. Signed: ALEJANDRO ORTIZ DORADO. This statement was filed with the County Clerk of Los Angeles County on 02/07/2013. The registrant(s) has (have) commenced to transact business under the fictitious business name or names listed above on N/A. NOTICE- This Fictitious Name Statement expires five years from the date it was filed in the office of the County Clerk. A new Fictitious Business Name Statement must be filed prior to that date. The filing of this statement does not of itself authorize the use in this state of a Fictitious Business Name in violation of the rights of another under Federal, State, or common law (See section 14411 et.seq. Business and Professions Code)Publish: Mountain Views News	[706, 534, 874, 693]
legal-notice	[707, 1098, 874, 1290]
notice-title: FICTITIOUS BUSINESS NAME STATEMENT	[881, 626, 1023, 634]
notice-title: FICTITIOUS BUSINESS NAME STATEMENT	[182, 424, 324, 433]
notice-body: The following person(s) is (are) doing business as: MIDWAY LIQUOR MARKET, 3186 W. PICO BLVD., L.A., CA 90019. Full name of registrant(s) is (are) DAWIT MIKAEL, ELEN ARAYA, 1011 S. CLOVERDALE AVE., L.A., CA 90019. This Business is conducted by: A MARRIED COUPLE. Signed: DAWIT MIKAEL. This statement was filed with the County Clerk of Los Angeles County on 02/01/2013. The registrant(s) has (have) commenced to transact business under the fictitious business name or names listed above on 07/01/2006. NOTICE- This Fictitious Name Statement expires five years from the date it was filed in the office of the County Clerk. A new Fictitious Business Name Statement must be filed prior to that date. The filing of this statement does not of itself authorize the use in this state of a Fictitious Business Name in violation of the rights of another under Federal, State, or common law (See section 14411 et.seq. Business and Professions Code)Publish: Mountain Views News	[706, 1510, 874, 1669]
legal-notice	[8, 1048, 175, 1190]
notice-file-number: File No. 2013-026170	[881, 440, 946, 449]
notice-body: The following person(s) is (are) doing business as: DECORACIONES CON GLOBOS ABIS, 12158 BAYLA ST., NORWALK, CA 90650. Full name of registrant(s) is (are) ENID MARTINEZ, 12158 BAYLA ST., NORWALK, CA 90650. This Business is conducted by: AN INDIVIDUAL. Signed: ENID MARTINEZ. This statement was filed with the County Clerk of Los Angeles County on 01/25/2013. The registrant(s) has (have) commenced to transact business under the fictitious business name or names listed above on 01/12/2013. NOTICE- This Fictitious Name Statement expires five years from the date it was filed in the office of the County Clerk. A new Fictitious Business Name Statement must be filed prior to that date. The filing of this statement does not of itself authorize the use in this state of a Fictitious Business Name in violation of the rights of another under Federal, State, or common law (See section 14411 et.seq. Business and Professions Code)Publish: Mountain Views News	[357, 1231, 525, 1390]
notice-title: FICTITIOUS BUSINESS NAME STATEMENT	[881, 432, 1023, 441]
legal-notice	[183, 626, 350, 801]
notice-continuation: The following person(s) is (are) doing business as: BELL GARDENS COIN LAUNDRY GAVANZEA, 8205 GARFIELD AVE. STE E F G, BELL GARDENS, CA 90201. Full name of registrant(s) is (are) LUIS P. GALICIA, 7902 VIA RIO NIDO, DOWNEY, CA 90241. This Business is conducted by: AN INDIVIDUAL. Signed: LUIS P. GALICIA. This statement was filed with the County Clerk of Los Angeles County on 02/07/2013. The registrant(s) has (have) commenced to transact business under the fictitious business name or names listed above on N/A. NOTICE- This Fictitious Name Statement expires five years from the date it was filed in the office of the County Clerk. A new Fictitious Business Name Statement must be filed prior to that date. The filing of this statement does not of itself authorize the use in this state of a Fictitious Business Name in violation of the rights of another under Federal, State, or common law (See section 14411 et.seq. Business and Professions Code)Publish: Mountain Views News Dates Pub: Feb. 09, 16, 23, March 02, 2013	[357, 62, 525, 229]
notice-publication-dates: Dates Pub: Feb. 16, 23, March 02, 09, 2013	[8, 1485, 134, 1494]
legal-notice	[532, 1223, 699, 1415]
notice-title: FILE NO. 2013-028874 STATEMENT OF ABANDONMENT OF USE OF FICTITIOUS BUSINESS NAME	[8, 1351, 175, 1377]
notice-title: FICTITIOUS BUSINESS NAME STATEMENT	[532, 1029, 673, 1038]
legal-notice	[707, 139, 874, 323]
notice-body: The following person(s) is (are) doing business as: WAFER SUPERIOR, 3725 FIRESTONE BLVD, SOUTH GATE, CA 90280. Full name of registrant(s) is (are) JUAN O. MINA ESCOBAR, 9508 W. GAGE AV., L.A., CA 90044. This Business is conducted by: AN INDIVIDUAL. Signed: JUAN O. MINA ESCOBAR. This statement was filed with the County Clerk of Los Angeles County on 02/08/2013. The registrant(s) has (have) commenced to transact business under the fictitious business name or names listed above on N/A. NOTICE- This Fictitious Name Statement expires five years from the date it was filed in the office of the County Clerk. A new Fictitious Business Name Statement must be filed prior to that date. The filing of this statement does not of itself authorize the use in this state of a Fictitious Business Name in violation of the rights of another under Federal, State, or common law (See section 14411 et.seq. Business and Professions Code)Publish: Mountain Views News	[8, 390, 175, 549]
notice-publication-dates: Dates Pub: Feb. 09, 16, 23, March 02, 2013	[357, 1390, 483, 1399]
notice-file-number: File No. 2013-024579	[706, 1308, 771, 1317]
legal-notice	[881, 1215, 1048, 1399]
notice-file-number: File No. 2013-0180186	[8, 1663, 76, 1672]
notice-title: FICTITIOUS BUSINESS NAME STATEMENT	[182, 1013, 324, 1022]
notice-publication-dates: Dates Pub: Feb. 16, 23, March 02, 09, 2013	[182, 607, 309, 616]
notice-body: The following person(s) is (are) doing business as: DC AUTO PARTS, 1226 N. GARDEN AVE., COVINA, CA 91724. Full name of registrant(s) is (are) CARLOS RIVERA, 1226 N. GARDEN AVE., COVINA, CA 91724. This Business is conducted by: AN INDIVIDUAL. Signed: CARLOS RIVERA. This statement was filed with the County Clerk of Los Angeles County on 02/04/2013. The registrant(s) has (have) commenced to transact business under the fictitious business name or names listed above on N/A. NOTICE- This Fictitious Name Statement expires five years from the date it was filed in the office of the County Clerk. A new Fictitious Business Name Statement must be filed prior to that date. The filing of this statement does not of itself authorize the use in this state of a Fictitious Business Name in violation of the rights of another under Federal, State, or common law (See section 14411 et.seq. Business and Professions Code)Publish: Mountain Views News	[357, 1038, 525, 1197]
notice-title: FICTITIOUS BUSINESS NAME STATEMENT	[182, 626, 324, 634]
notice-body: The following person(s) is (are) doing business as: RAYS AUTO SERVICE, 10714 WHITTIER BLVD., WHITTIER, CA 90606. Full name of registrant(s) is (are) JOE VICENA, 3531 NEWMARK AVE., LA MIRADA, CA 90638. This Business is conducted by: AN INDIVIDUAL. Signed: JOE VICENA. This statement was filed with the County Clerk of Los Angeles County on 02/06/2013. The registrant(s) has (have) commenced to transact business under the fictitious business name or names listed above on N/A. NOTICE- This Fictitious Name Statement expires five years from the date it was filed in the office of the County Clerk. A new Fictitious Business Name Statement must be filed prior to that date. The filing of this statement does not of itself authorize the use in this state of a Fictitious Business Name in violation of the rights of another under Federal, State, or common law (See section 14411 et.seq. Business and Professions Code)Publish: Mountain Views News	[881, 1425, 1049, 1576]
notice-body: The following person(s) is (are) doing business as: MEDINAS CONSTRUCTION, 4765 ORIZABA AVE. #1, LONG BEACH, CA 90805. Full name of registrant(s) is (are) VICENTE MEDINA, 4765 ORIZABA AVE. #1, LONG BEACH, CA 90805. This Business is conducted by: AN INDIVIDUAL. Signed: VICENTE MEDINA. This statement was filed with the County Clerk of Los Angeles County on 02/05/2013. The registrant(s) has (have) commenced to transact business under the fictitious business name or names listed above on N/A. NOTICE- This Fictitious Name Statement expires five years from the date it was filed in the office of the County Clerk. A new Fictitious Business Name Statement must be filed prior to that date. The filing of this statement does not of itself authorize the use in this state of a Fictitious Business Name in violation of the rights of another under Federal, State, or common law (See section 14411 et.seq. Business and Professions Code)Publish: Mountain Views News	[706, 1316, 874, 1475]
notice-title: FICTITIOUS BUSINESS NAME STATEMENT	[182, 1206, 324, 1215]
notice-body: The following person(s) is (are) doing business as: DELRICK PRODUCTIONS, 7301 FLORENCE AVE. STE 100, DOWNEY, CA 90240. Full name of registrant(s) is (are) DELRICK VASQUEZ, JOSE ANGEL VASQUEZ, 7301 GOTHAM ST., BELL GARDENS, CA 90201. This Business is conducted by: A GENERAL PARTNERSHIP. Signed: JOSE ANGEL VASQUEZ. This statement was filed with the County Clerk of Los Angeles County on 02/04/2013. The registrant(s) has (have) commenced to transact business under the fictitious business name or names listed above on N/A. NOTICE- This Fictitious Name Statement expires five years from the date it was filed in the office of the County Clerk. A new Fictitious Business Name Statement must be filed prior to that date. The filing of this statement does not of itself authorize the use in this state of a Fictitious Business Name in violation of the rights of another under Federal, State, or common law (See section 14411 et.seq. Business and Professions Code)Publish: Mountain Views News	[357, 1425, 525, 1592]
notice-body: The following person(s) is (are) doing business as: WRITTEN EXPRESSIONS 629 MONTGOMERY CIRCLE C, CLAREMONT, CA. 91711. Full name of registrant(s) is (are) NATALIE IRENE CLARK 629 MONTGOMERY CIRCLE C, CLAREMONT, CA. 91711. This Business is conducted by: AN INDIVIDUAL. Signed: JESUS TENORIO ESTEVEZ. This statement was filed with the County Clerk of Los Angeles County on 02/05/2013. The registrant(s) has (have) commenced to transact business under the fictitious business name or names listed above on N/A. NOTICE- This Fictitious Name Statement expires five years from the date it was filed in the office of the County Clerk. A new Fictitious Business Name Statement must be filed prior to that date. The filing of this statement does not of itself authorize the use in this state of a Fictitious Business Name in violation of the rights of another under Federal, State, or common law (See section 14411 et.seq. Business and Professions Code)Publish: Mountain Views News	[182, 440, 350, 608]
notice-publication-dates: Dates Pub: Feb. 09, 16, 23, March 02, 2013	[881, 1390, 1007, 1399]
notice-title: FICTITIOUS BUSINESS NAME STATEMENT	[357, 440, 499, 449]
notice-body: The following person(s) is (are) doing business as: AMERICAN LAND WOOD PRODUCTS, 16593 DON ST., VICTORVILLE, CA 92395. Full name of registrant(s) is (are) JONATHAN OMAR GARCIA, 16593 DON ST., VICTORVILLE, CA 92395. This Business is conducted by: AN INDIVIDUAL. Signed: JONATHAN OMAR GARCIA. This statement was filed with the County Clerk of Los Angeles County on 02/04/2013. The registrant(s) has (have) commenced to transact business under the fictitious business name or names listed above on N/A. NOTICE- This Fictitious Name Statement expires five years from the date it was filed in the office of the County Clerk. A new Fictitious Business Name Statement must be filed prior to that date. The filing of this statement does not of itself authorize the use in this state of a Fictitious Business Name in violation of the rights of another under Federal, State, or common law (See section 14411 et.seq. Business and Professions Code)Publish: Mountain Views News	[182, 1416, 350, 1576]
